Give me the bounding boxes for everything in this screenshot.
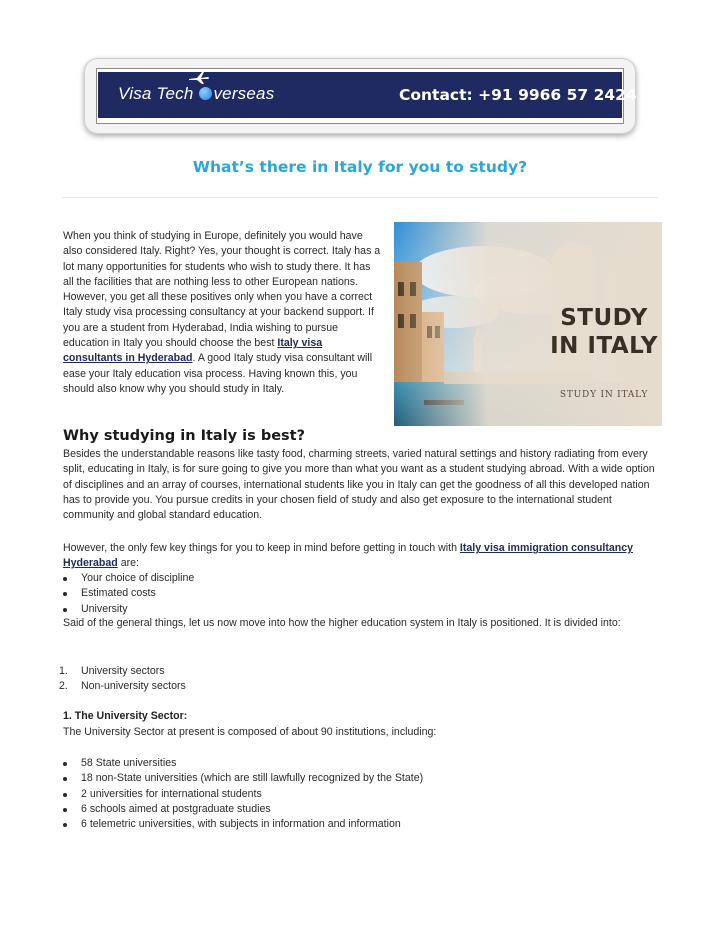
list-item [63,787,423,802]
list-item [63,571,194,586]
globe-icon [199,87,212,100]
however-text-start: However, the only few key things for you to keep in mind before getting in touch with [63,542,460,554]
bullet-icon [63,823,67,827]
intro-paragraph [63,229,383,397]
list-item-text: Non-university sectors [81,680,186,693]
logo-text-visa-tech: Visa Tech [118,84,194,103]
key-things-list [63,571,194,617]
intro-text-end: . A good Italy study visa consultant will ease your Italy education visa process. Having known this, you should also know why you should study in Italy. [63,352,373,395]
however-text-end: are: [117,557,139,570]
bullet-icon [63,592,67,596]
list-item [59,664,186,679]
bullet-icon [63,608,67,612]
bullet-icon [63,777,67,781]
university-sector-heading: 1. The University Sector: [63,710,188,722]
intro-text-start: When you think of studying in Europe, definitely you would have also considered Italy. Right? Yes, your thought is correct. Italy has a lot many opportunities for students who wish to study there. It has all the facilities that are nothing less to other European nations. However, you get all these positives only when you have a correct Italy study visa processing consultancy at your backend support. If you are a student from Hyderabad, India wishing to pursue education in Italy you should choose the best [63,230,381,350]
airplane-icon [188,71,210,85]
list-item [63,602,194,617]
logo-text-overseas: verseas [213,84,275,103]
bullet-icon [63,808,67,812]
list-item-text: Your choice of discipline [81,572,195,584]
university-sector-text: The University Sector at present is composed of about 90 institutions, including: [63,726,437,738]
why-heading: Why studying in Italy is best? [63,428,306,444]
image-caption: STUDY IN ITALY [559,390,649,400]
italy-visa-consultants-link[interactable]: Italy visa consultants in Hyderabad [63,337,323,365]
list-number: 1. [59,665,68,677]
bullet-icon [63,762,67,766]
list-item-text: 6 schools aimed at postgraduate studies [81,802,271,815]
list-item [63,771,423,786]
list-item [59,679,186,694]
list-item [63,586,194,601]
list-number: 2. [59,680,68,693]
sectors-list [59,664,186,695]
list-item-text: University [81,602,128,615]
list-item [63,802,423,817]
image-headline: STUDY IN ITALY [550,305,658,359]
bullet-icon [63,793,67,797]
list-item-text: 6 telemetric universities, with subjects in information and information [81,818,401,831]
list-item-text: 2 universities for international students [81,787,262,800]
bullet-icon [63,577,67,581]
list-item-text: 18 non-State universities (which are still lawfully recognized by the State) [81,772,424,785]
list-item-text: University sectors [81,665,165,677]
however-paragraph [63,541,659,572]
list-item-text: 58 State universities [81,757,177,769]
page-title: What’s there in Italy for you to study? [192,158,528,176]
list-item-text: Estimated costs [81,587,156,600]
said-paragraph: Said of the general things, let us now move into how the higher education system in Italy is positioned. It is divided into: [63,617,621,629]
list-item [63,817,423,832]
list-item [63,756,423,771]
italy-visa-immigration-link[interactable]: Italy visa immigration consultancy Hyderabad [63,542,633,570]
why-paragraph: Besides the understandable reasons like tasty food, charming streets, varied natural settings and history radiating from every split, educating in Italy, is for sure going to give you more than what you want as a student studying abroad. With a wide option of disciplines and an array of courses, international students like you in Italy can get the goodness of all this developed nation has to provide you. You pursue credits in your chosen field of study and also get exposure to the international student community and global standard education. [63,448,655,522]
institutions-list [63,756,423,832]
company-logo[interactable] [118,84,274,110]
contact-phone[interactable]: Contact: +91 9966 57 2424 [399,86,637,104]
title-divider [62,197,658,198]
